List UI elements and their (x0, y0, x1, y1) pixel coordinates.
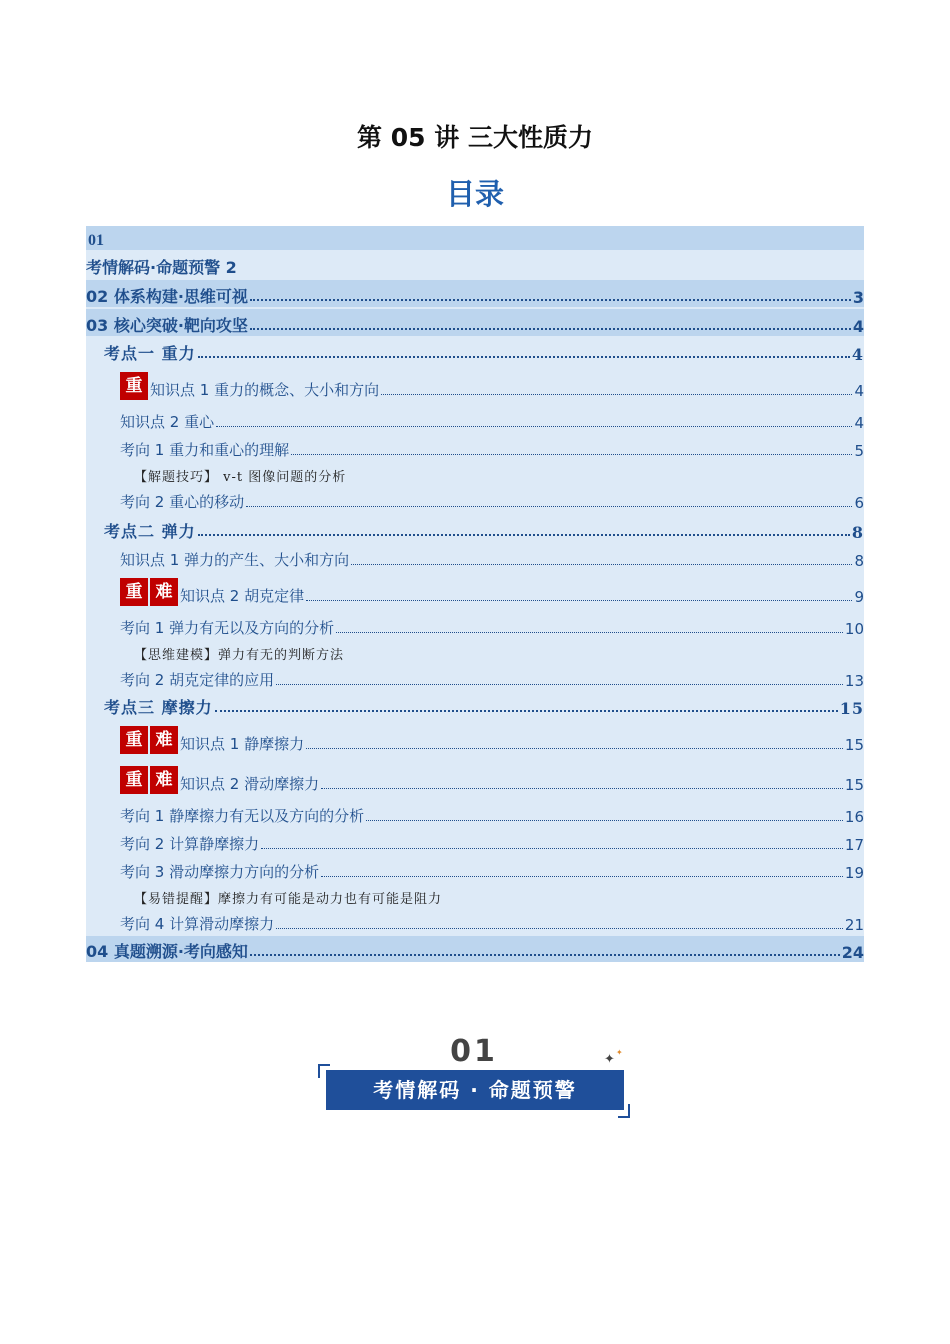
key-point-badge: 重 (120, 372, 148, 400)
toc-page-number: 5 (854, 442, 864, 460)
toc-entry-kaoxiang-3-3[interactable] (86, 858, 864, 882)
toc-page-number: 19 (844, 864, 864, 882)
toc-entry-zhishidian-3-1[interactable] (86, 724, 864, 754)
toc-entry-kaoxiang-3-2[interactable] (86, 830, 864, 854)
toc-entry-label: 考情解码·命题预警 2 (86, 258, 237, 277)
toc-page-number: 4 (851, 345, 864, 364)
toc-entry-label: 考向 4 计算滑动摩擦力 (120, 915, 275, 933)
toc-page-number: 15 (839, 699, 864, 718)
key-point-badge: 重 (120, 726, 148, 754)
toc-entry-label: 知识点 2 胡克定律 (180, 587, 305, 605)
toc-entry-label: 知识点 2 滑动摩擦力 (180, 775, 320, 793)
toc-page-number: 13 (844, 672, 864, 690)
toc-entry-01-number[interactable] (86, 226, 864, 250)
dot-leader (336, 632, 843, 633)
dot-leader (351, 564, 852, 565)
toc-entry-zhishidian-1-1[interactable] (86, 370, 864, 400)
dot-leader (250, 328, 851, 330)
toc-page-number: 15 (844, 736, 864, 754)
dot-leader (321, 876, 843, 877)
toc-entry-label: 考向 3 滑动摩擦力方向的分析 (120, 863, 320, 881)
toc-entry-label: 知识点 1 静摩擦力 (180, 735, 305, 753)
dot-leader (261, 848, 843, 849)
toc-page-number: 4 (852, 317, 864, 336)
toc-entry-kaoxiang-2-2[interactable] (86, 666, 864, 690)
toc-page-number: 8 (854, 552, 864, 570)
toc-tip-modeling: 【思维建模】弹力有无的判断方法 (134, 648, 345, 663)
dot-leader (198, 534, 850, 536)
dot-leader (366, 820, 843, 821)
toc-page-number: 4 (854, 414, 864, 432)
toc-entry-03[interactable] (86, 309, 864, 336)
toc-entry-label: 02 体系构建·思维可视 (86, 287, 248, 306)
toc-page-number: 3 (852, 288, 864, 307)
toc-heading: 目录 (445, 177, 504, 211)
toc-entry-label: 考向 1 静摩擦力有无以及方向的分析 (120, 807, 365, 825)
dot-leader (198, 356, 850, 358)
toc-entry-label: 考向 2 计算静摩擦力 (120, 835, 260, 853)
section-title: 考情解码 · 命题预警 (326, 1070, 624, 1110)
dot-leader (291, 454, 852, 455)
toc-entry-04[interactable] (86, 936, 864, 962)
toc-entry-zhishidian-2-2[interactable] (86, 576, 864, 606)
toc-entry-kaoxiang-3-1[interactable] (86, 802, 864, 826)
toc-page-number: 9 (854, 588, 864, 606)
toc-entry-kaoxiang-1-1[interactable] (86, 436, 864, 460)
section-number: 01 (450, 1034, 498, 1069)
toc-tip-technique: 【解题技巧】 v-t 图像问题的分析 (134, 470, 347, 485)
dot-leader (216, 426, 852, 427)
toc-page-number: 24 (841, 943, 864, 962)
dot-leader (321, 788, 843, 789)
dot-leader (276, 684, 843, 685)
difficult-point-badge: 难 (150, 578, 178, 606)
toc-page-number: 8 (851, 523, 864, 542)
toc-entry-kaodian-1[interactable] (86, 340, 864, 364)
toc-page-number: 17 (844, 836, 864, 854)
toc-entry-02[interactable] (86, 280, 864, 307)
toc-tip-warning: 【易错提醒】摩擦力有可能是动力也有可能是阻力 (134, 892, 443, 907)
dot-leader (250, 954, 840, 956)
difficult-point-badge: 难 (150, 726, 178, 754)
dot-leader (381, 394, 852, 395)
sparkle-icon: ✦ (604, 1052, 615, 1067)
toc-page-number: 10 (844, 620, 864, 638)
toc-entry-label: 知识点 1 重力的概念、大小和方向 (150, 381, 380, 399)
toc-page-number: 16 (844, 808, 864, 826)
toc-entry-label: 考点二 弹力 (104, 522, 196, 541)
dot-leader (306, 748, 843, 749)
document-title: 第 05 讲 三大性质力 (357, 123, 593, 152)
toc-entry-zhishidian-3-2[interactable] (86, 764, 864, 794)
toc-entry-label: 04 真题溯源·考向感知 (86, 942, 248, 961)
toc-entry-kaoxiang-2-1[interactable] (86, 614, 864, 638)
toc-page-number: 6 (854, 494, 864, 512)
toc-entry-kaoxiang-1-2[interactable] (86, 488, 864, 512)
toc-page-number: 15 (844, 776, 864, 794)
toc-entry-01[interactable] (86, 254, 864, 278)
toc-entry-label: 考点一 重力 (104, 344, 196, 363)
toc-entry-label: 考向 1 重力和重心的理解 (120, 441, 290, 459)
toc-entry-kaoxiang-3-4[interactable] (86, 910, 864, 934)
toc-entry-label: 03 核心突破·靶向攻坚 (86, 316, 248, 335)
dot-leader (276, 928, 843, 929)
toc-entry-zhishidian-2-1[interactable] (86, 546, 864, 570)
difficult-point-badge: 难 (150, 766, 178, 794)
key-point-badge: 重 (120, 578, 148, 606)
key-point-badge: 重 (120, 766, 148, 794)
section-banner (318, 1034, 630, 1120)
toc-entry-label: 考向 2 重心的移动 (120, 493, 245, 511)
toc-entry-kaodian-3[interactable] (86, 694, 864, 718)
toc-entry-zhishidian-1-2[interactable] (86, 408, 864, 432)
dot-leader (306, 600, 852, 601)
sparkle-icon: ✦ (616, 1048, 623, 1057)
toc-entry-label: 知识点 1 弹力的产生、大小和方向 (120, 551, 350, 569)
toc-entry-label: 考向 1 弹力有无以及方向的分析 (120, 619, 335, 637)
toc-page-number: 21 (844, 916, 864, 934)
toc-entry-label: 考点三 摩擦力 (104, 698, 213, 717)
dot-leader (215, 710, 838, 712)
toc-entry-label: 考向 2 胡克定律的应用 (120, 671, 275, 689)
toc-entry-label: 01 (88, 232, 104, 249)
dot-leader (250, 299, 851, 301)
toc-entry-label: 知识点 2 重心 (120, 413, 215, 431)
toc-entry-kaodian-2[interactable] (86, 518, 864, 542)
toc-page-number: 4 (854, 382, 864, 400)
table-of-contents (86, 226, 864, 962)
dot-leader (246, 506, 852, 507)
